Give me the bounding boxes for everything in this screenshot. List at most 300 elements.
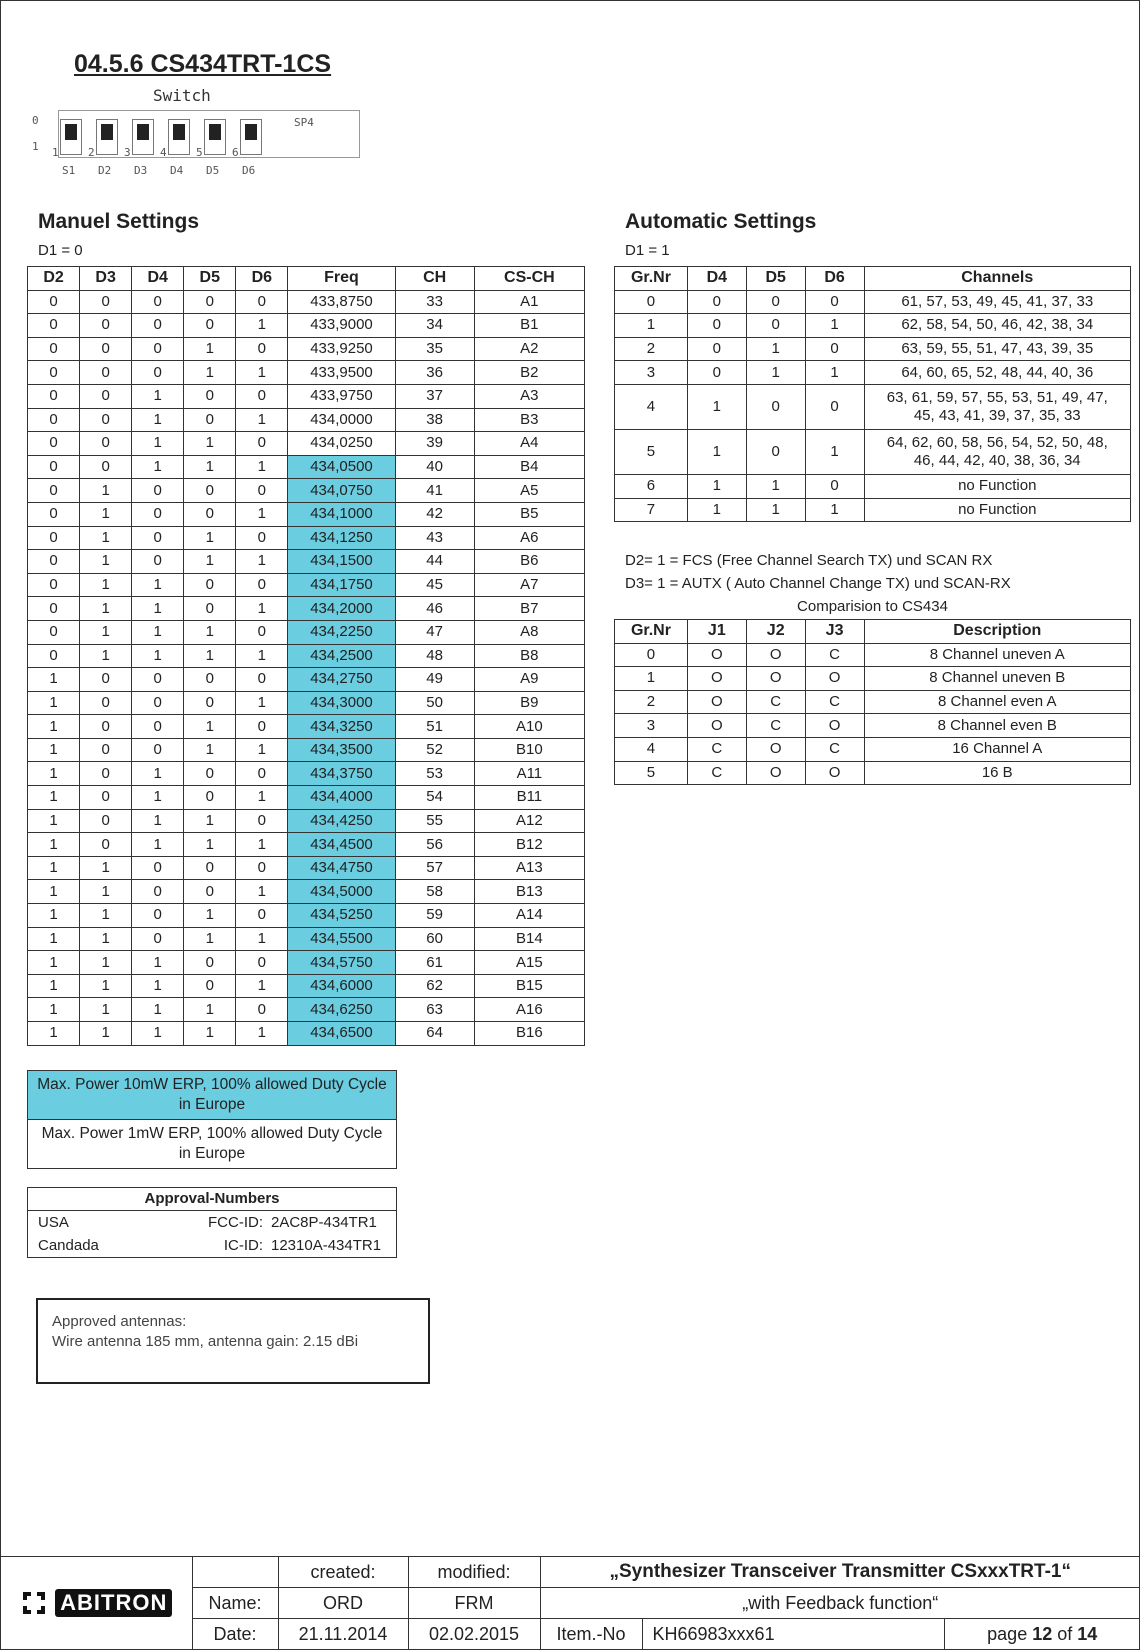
table-cell: 0 [80, 290, 132, 314]
table-cell: 1 [80, 927, 132, 951]
dip-switch-diagram [28, 86, 338, 186]
table-cell: 1 [80, 904, 132, 928]
table-cell: 0 [80, 762, 132, 786]
table-cell: 1 [236, 361, 288, 385]
table-cell: 1 [236, 927, 288, 951]
footer-name-label: Name: [192, 1588, 278, 1619]
table-cell: 5 [615, 429, 688, 474]
table-cell: 0 [28, 432, 80, 456]
table-cell: 0 [80, 809, 132, 833]
footer-blank [192, 1557, 278, 1588]
table-row [28, 904, 585, 928]
freq-cell: 434,2000 [288, 597, 395, 621]
table-cell: 0 [28, 597, 80, 621]
table-cell: 60 [395, 927, 474, 951]
table-cell: 1 [184, 833, 236, 857]
table-cell: 1 [80, 974, 132, 998]
table-cell: 0 [615, 290, 688, 314]
table-cell: 1 [132, 809, 184, 833]
table-cell: 1 [132, 644, 184, 668]
freq-cell: 434,1250 [288, 526, 395, 550]
table-cell: 0 [805, 474, 864, 498]
column-header: Freq [288, 267, 395, 291]
table-cell: A16 [474, 998, 584, 1022]
table-cell: 1 [80, 1022, 132, 1046]
table-cell: O [746, 667, 805, 691]
table-cell: 0 [80, 691, 132, 715]
table-row [28, 668, 585, 692]
logo-text: ABITRON [55, 1589, 172, 1617]
table-cell: 1 [80, 550, 132, 574]
table-cell: 0 [184, 384, 236, 408]
approval-country: Candada [38, 1237, 99, 1254]
table-cell: 0 [184, 668, 236, 692]
table-cell: 0 [132, 361, 184, 385]
dip-number: 5 [196, 146, 203, 159]
table-cell: 1 [184, 550, 236, 574]
column-header: D5 [184, 267, 236, 291]
dip-number: 6 [232, 146, 239, 159]
table-cell: 0 [236, 620, 288, 644]
table-cell: 0 [80, 337, 132, 361]
freq-cell: 434,1500 [288, 550, 395, 574]
table-cell: 0 [80, 786, 132, 810]
table-cell: 1 [184, 715, 236, 739]
table-row [28, 314, 585, 338]
table-cell: A11 [474, 762, 584, 786]
table-cell: B4 [474, 455, 584, 479]
table-cell: 1 [184, 337, 236, 361]
table-cell: 0 [28, 573, 80, 597]
table-cell: B7 [474, 597, 584, 621]
table-cell: 1 [80, 880, 132, 904]
table-cell: B8 [474, 644, 584, 668]
table-row [28, 432, 585, 456]
table-cell: C [746, 690, 805, 714]
table-cell: 0 [236, 573, 288, 597]
doc-title: „Synthesizer Transceiver Transmitter CSxxxTRT-1“ [540, 1557, 1140, 1588]
comparison-title: Comparision to CS434 [797, 598, 948, 615]
freq-cell: 434,5000 [288, 880, 395, 904]
table-cell: 38 [395, 408, 474, 432]
table-cell: 1 [236, 880, 288, 904]
table-cell: 0 [236, 384, 288, 408]
table-cell: 0 [184, 290, 236, 314]
table-cell: 8 Channel uneven B [864, 667, 1130, 691]
table-row [615, 314, 1131, 338]
dip-number: 4 [160, 146, 167, 159]
table-cell: 54 [395, 786, 474, 810]
table-cell: A8 [474, 620, 584, 644]
table-cell: O [687, 714, 746, 738]
table-row [28, 479, 585, 503]
freq-cell: 433,9750 [288, 384, 395, 408]
table-cell: 0 [28, 550, 80, 574]
table-row [615, 290, 1131, 314]
column-header: Channels [864, 267, 1130, 291]
table-cell: 1 [236, 644, 288, 668]
table-cell: 42 [395, 502, 474, 526]
table-row [28, 738, 585, 762]
table-cell: 0 [80, 833, 132, 857]
table-cell: 0 [132, 479, 184, 503]
table-cell: 4 [615, 384, 688, 429]
table-row [28, 1022, 585, 1046]
table-cell: 1 [80, 644, 132, 668]
table-cell: 0 [28, 384, 80, 408]
table-row [615, 690, 1131, 714]
table-row [28, 526, 585, 550]
table-cell: 1 [80, 526, 132, 550]
table-cell: 0 [80, 314, 132, 338]
table-cell: 1 [132, 762, 184, 786]
page-title: 04.5.6 CS434TRT-1CS [74, 50, 332, 78]
table-row [28, 809, 585, 833]
footer-created-date: 21.11.2014 [278, 1619, 408, 1650]
table-cell: 64 [395, 1022, 474, 1046]
table-cell: B15 [474, 974, 584, 998]
table-cell: 1 [184, 432, 236, 456]
table-cell: 0 [80, 384, 132, 408]
table-cell: 0 [236, 479, 288, 503]
table-cell: 0 [132, 880, 184, 904]
freq-cell: 434,3750 [288, 762, 395, 786]
table-row [615, 474, 1131, 498]
legend-1mw: Max. Power 1mW ERP, 100% allowed Duty Cycle in Europe [41, 1125, 383, 1162]
approval-country: USA [38, 1214, 69, 1231]
table-cell: 1 [184, 904, 236, 928]
power-legend [27, 1070, 397, 1169]
approval-value: 2AC8P-434TR1 [271, 1214, 377, 1231]
table-cell: 1 [236, 738, 288, 762]
table-cell: 1 [132, 998, 184, 1022]
column-header: Description [864, 620, 1130, 644]
table-cell: O [746, 761, 805, 785]
table-cell: 1 [28, 833, 80, 857]
table-row [615, 714, 1131, 738]
table-cell: 56 [395, 833, 474, 857]
dip-number: 3 [124, 146, 131, 159]
table-cell: 33 [395, 290, 474, 314]
column-header: CH [395, 267, 474, 291]
table-cell: 44 [395, 550, 474, 574]
table-cell: 1 [132, 951, 184, 975]
table-cell: 0 [132, 904, 184, 928]
table-cell: B1 [474, 314, 584, 338]
table-cell: 1 [184, 455, 236, 479]
automatic-note: D1 = 1 [625, 242, 670, 259]
table-cell: 51 [395, 715, 474, 739]
table-cell: 0 [687, 361, 746, 385]
table-cell: 1 [746, 498, 805, 522]
table-cell: 0 [28, 526, 80, 550]
table-cell: 0 [184, 786, 236, 810]
table-cell: 1 [28, 927, 80, 951]
table-cell: B11 [474, 786, 584, 810]
column-header: Gr.Nr [615, 267, 688, 291]
table-cell: 61 [395, 951, 474, 975]
table-cell: 1 [132, 833, 184, 857]
table-cell: B3 [474, 408, 584, 432]
column-header: D3 [80, 267, 132, 291]
table-row [615, 737, 1131, 761]
table-cell: 1 [184, 526, 236, 550]
page-number [944, 1619, 1140, 1650]
dip-switch-s1 [60, 119, 82, 155]
table-cell: 0 [132, 668, 184, 692]
table-cell: A6 [474, 526, 584, 550]
table-cell: 1 [184, 644, 236, 668]
table-cell: 0 [28, 455, 80, 479]
freq-cell: 434,4250 [288, 809, 395, 833]
table-cell: A5 [474, 479, 584, 503]
note-d2: D2= 1 = FCS (Free Channel Search TX) und SCAN RX [625, 552, 993, 569]
table-cell: 0 [746, 429, 805, 474]
table-cell: 0 [80, 738, 132, 762]
footer [0, 1556, 1140, 1650]
table-row [615, 429, 1131, 474]
table-cell: 52 [395, 738, 474, 762]
table-cell: 1 [184, 361, 236, 385]
table-cell: 6 [615, 474, 688, 498]
table-cell: A10 [474, 715, 584, 739]
table-cell: A2 [474, 337, 584, 361]
table-cell: 0 [687, 290, 746, 314]
column-header: D6 [805, 267, 864, 291]
freq-cell: 434,1750 [288, 573, 395, 597]
table-cell: A15 [474, 951, 584, 975]
table-cell: 62 [395, 974, 474, 998]
footer-created-name: ORD [278, 1588, 408, 1619]
table-cell: 40 [395, 455, 474, 479]
table-cell: 0 [184, 408, 236, 432]
table-cell: 1 [687, 498, 746, 522]
table-cell: O [805, 761, 864, 785]
table-cell: 1 [132, 786, 184, 810]
table-cell: 1 [746, 474, 805, 498]
table-row [615, 384, 1131, 429]
freq-cell: 434,1000 [288, 502, 395, 526]
manual-heading: Manuel Settings [38, 210, 200, 233]
table-cell: 0 [236, 998, 288, 1022]
table-row [615, 498, 1131, 522]
table-cell: C [746, 714, 805, 738]
doc-subtitle: „with Feedback function“ [540, 1588, 1140, 1619]
table-cell: 39 [395, 432, 474, 456]
switch-label: Switch [153, 86, 211, 105]
table-cell: 1 [615, 667, 688, 691]
dip-switch-d6 [240, 119, 262, 155]
table-cell: 0 [805, 290, 864, 314]
table-cell: 2 [615, 690, 688, 714]
manual-note: D1 = 0 [38, 242, 83, 259]
table-cell: 3 [615, 714, 688, 738]
table-cell: 0 [687, 314, 746, 338]
table-cell: 0 [132, 856, 184, 880]
antenna-line-1: Approved antennas: [52, 1313, 187, 1330]
table-cell: 0 [184, 880, 236, 904]
table-cell: A3 [474, 384, 584, 408]
freq-cell: 434,5750 [288, 951, 395, 975]
freq-cell: 434,4000 [288, 786, 395, 810]
approval-label: IC-ID: [223, 1237, 263, 1254]
dip-knob [137, 124, 149, 140]
table-row [28, 833, 585, 857]
footer-modified-label: modified: [408, 1557, 540, 1588]
dip-switch-d4 [168, 119, 190, 155]
dip-knob [209, 124, 221, 140]
table-cell: 0 [236, 951, 288, 975]
table-cell: 58 [395, 880, 474, 904]
table-cell: 50 [395, 691, 474, 715]
table-cell: 1 [28, 691, 80, 715]
table-cell: 0 [28, 408, 80, 432]
column-header: D2 [28, 267, 80, 291]
table-cell: B5 [474, 502, 584, 526]
table-row [28, 927, 585, 951]
table-cell: 1 [236, 455, 288, 479]
table-cell: 0 [236, 809, 288, 833]
table-cell: 1 [28, 738, 80, 762]
table-row [28, 998, 585, 1022]
approval-row [28, 1211, 396, 1234]
dip-knob [101, 124, 113, 140]
table-cell: 0 [28, 479, 80, 503]
table-row [615, 667, 1131, 691]
table-cell: 4 [615, 737, 688, 761]
table-cell: 41 [395, 479, 474, 503]
dip-position-label: D4 [170, 164, 184, 177]
table-cell: 1 [80, 620, 132, 644]
table-cell: 0 [132, 526, 184, 550]
page-current: 12 [1032, 1623, 1053, 1644]
channels-cell: 64, 62, 60, 58, 56, 54, 52, 50, 48, 46, 44, 42, 40, 38, 36, 34 [864, 429, 1130, 474]
table-cell: 1 [687, 384, 746, 429]
table-cell: 1 [615, 314, 688, 338]
approval-numbers [27, 1187, 397, 1258]
table-cell: 0 [132, 715, 184, 739]
table-cell: C [805, 643, 864, 667]
table-cell: 1 [28, 951, 80, 975]
freq-cell: 434,4500 [288, 833, 395, 857]
table-cell: 0 [28, 361, 80, 385]
channels-cell: 62, 58, 54, 50, 46, 42, 38, 34 [864, 314, 1130, 338]
table-cell: 0 [28, 314, 80, 338]
channels-cell: no Function [864, 498, 1130, 522]
column-header: Gr.Nr [615, 620, 688, 644]
table-cell: 1 [746, 337, 805, 361]
table-cell: 1 [236, 1022, 288, 1046]
table-cell: 0 [132, 927, 184, 951]
footer-date-label: Date: [192, 1619, 278, 1650]
table-cell: A4 [474, 432, 584, 456]
table-cell: 55 [395, 809, 474, 833]
table-cell: 1 [80, 998, 132, 1022]
table-cell: 0 [236, 904, 288, 928]
dip-knob [173, 124, 185, 140]
table-cell: 0 [184, 856, 236, 880]
column-header: J1 [687, 620, 746, 644]
table-cell: C [805, 737, 864, 761]
table-cell: 1 [184, 809, 236, 833]
freq-cell: 434,0000 [288, 408, 395, 432]
table-cell: 0 [615, 643, 688, 667]
table-cell: 0 [184, 597, 236, 621]
table-cell: 0 [184, 502, 236, 526]
table-cell: 0 [184, 314, 236, 338]
table-row [28, 620, 585, 644]
footer-item-label: Item.-No [540, 1619, 642, 1650]
table-cell: 1 [80, 573, 132, 597]
table-cell: 0 [805, 337, 864, 361]
table-cell: A12 [474, 809, 584, 833]
table-cell: B9 [474, 691, 584, 715]
abitron-logo-icon [19, 1588, 49, 1618]
table-cell: 1 [236, 833, 288, 857]
table-cell: 1 [132, 620, 184, 644]
table-cell: B2 [474, 361, 584, 385]
table-cell: 1 [184, 738, 236, 762]
table-cell: 8 Channel even B [864, 714, 1130, 738]
table-cell: 1 [132, 384, 184, 408]
manual-settings-table [27, 266, 585, 1046]
table-cell: 0 [236, 668, 288, 692]
table-cell: 48 [395, 644, 474, 668]
table-cell: 43 [395, 526, 474, 550]
table-cell: O [687, 690, 746, 714]
table-cell: A1 [474, 290, 584, 314]
table-cell: B13 [474, 880, 584, 904]
table-row [28, 880, 585, 904]
table-cell: 1 [236, 974, 288, 998]
freq-cell: 434,2250 [288, 620, 395, 644]
table-cell: 1 [132, 597, 184, 621]
table-row [615, 643, 1131, 667]
table-cell: 45 [395, 573, 474, 597]
table-cell: 37 [395, 384, 474, 408]
dip-number: 2 [88, 146, 95, 159]
table-cell: 0 [132, 502, 184, 526]
table-cell: 53 [395, 762, 474, 786]
table-row [28, 502, 585, 526]
table-cell: 2 [615, 337, 688, 361]
freq-cell: 433,9000 [288, 314, 395, 338]
table-row [28, 290, 585, 314]
table-row [615, 761, 1131, 785]
switch-side-0: 0 [32, 114, 39, 127]
table-cell: 1 [236, 314, 288, 338]
table-cell: 63 [395, 998, 474, 1022]
footer-modified-name: FRM [408, 1588, 540, 1619]
table-cell: 47 [395, 620, 474, 644]
table-cell: O [805, 667, 864, 691]
table-cell: 1 [236, 502, 288, 526]
footer-item-no: KH66983xxx61 [642, 1619, 944, 1650]
table-cell: 1 [28, 1022, 80, 1046]
table-cell: 1 [132, 408, 184, 432]
antenna-line-2: Wire antenna 185 mm, antenna gain: 2.15 dBi [52, 1333, 359, 1350]
table-cell: 0 [687, 337, 746, 361]
table-cell: O [687, 667, 746, 691]
table-cell: 0 [80, 455, 132, 479]
freq-cell: 434,3250 [288, 715, 395, 739]
table-cell: 0 [132, 691, 184, 715]
freq-cell: 434,0500 [288, 455, 395, 479]
table-cell: C [805, 690, 864, 714]
channels-cell: 64, 60, 65, 52, 48, 44, 40, 36 [864, 361, 1130, 385]
channels-cell: 63, 59, 55, 51, 47, 43, 39, 35 [864, 337, 1130, 361]
table-cell: 1 [236, 550, 288, 574]
